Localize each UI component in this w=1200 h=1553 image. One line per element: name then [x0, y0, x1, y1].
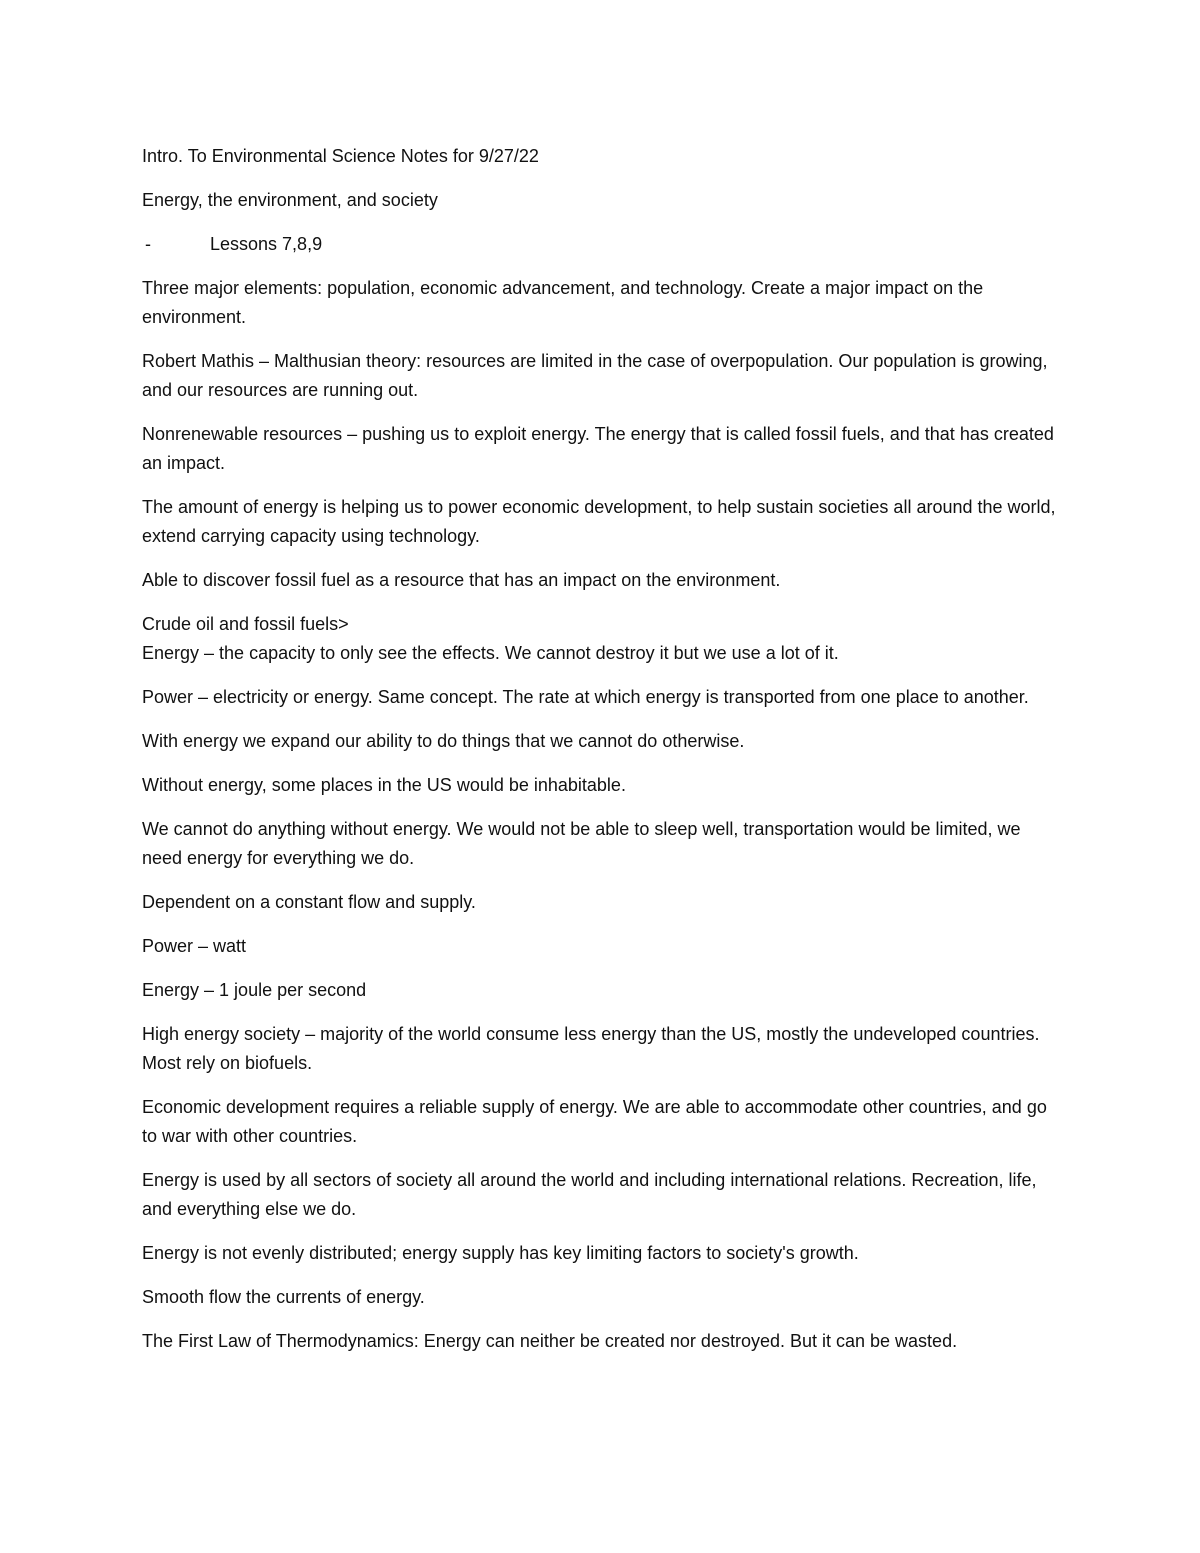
- paragraph: Power – watt: [142, 936, 247, 956]
- bullet-text: Lessons 7,8,9: [210, 234, 323, 254]
- document-body: [142, 142, 1062, 1371]
- paragraph: Power – electricity or energy. Same concept. The rate at which energy is transported from one place to another.: [142, 687, 1029, 707]
- paragraph: Able to discover fossil fuel as a resource that has an impact on the environment.: [142, 570, 781, 590]
- paragraph: Crude oil and fossil fuels>: [142, 614, 349, 634]
- bullet-item: [142, 230, 1062, 259]
- document-title: Intro. To Environmental Science Notes for 9/27/22: [142, 146, 539, 166]
- paragraph: High energy society – majority of the world consume less energy than the US, mostly the undeveloped countries. Most rely on biofuels.: [142, 1024, 1040, 1073]
- paragraph: Nonrenewable resources – pushing us to exploit energy. The energy that is called fossil fuels, and that has created an impact.: [142, 424, 1054, 473]
- paragraph: Energy is used by all sectors of society all around the world and including international relations. Recreation, life, and everything else we do.: [142, 1170, 1037, 1219]
- paragraph: Economic development requires a reliable supply of energy. We are able to accommodate other countries, and go to war with other countries.: [142, 1097, 1047, 1146]
- bullet-marker: -: [145, 234, 151, 254]
- paragraph: The First Law of Thermodynamics: Energy can neither be created nor destroyed. But it can be wasted.: [142, 1331, 958, 1351]
- paragraph: Three major elements: population, economic advancement, and technology. Create a major impact on the environment.: [142, 278, 984, 327]
- paragraph: Smooth flow the currents of energy.: [142, 1287, 425, 1307]
- paragraph: With energy we expand our ability to do things that we cannot do otherwise.: [142, 731, 745, 751]
- paragraph: Without energy, some places in the US would be inhabitable.: [142, 775, 626, 795]
- paragraph: Dependent on a constant flow and supply.: [142, 892, 476, 912]
- paragraph: Robert Mathis – Malthusian theory: resources are limited in the case of overpopulation. Our population is growing, and our resources are running out.: [142, 351, 1048, 400]
- paragraph: The amount of energy is helping us to power economic development, to help sustain societies all around the world, extend carrying capacity using technology.: [142, 497, 1056, 546]
- section-heading: Energy, the environment, and society: [142, 190, 438, 210]
- paragraph: Energy – 1 joule per second: [142, 980, 367, 1000]
- paragraph: Energy – the capacity to only see the effects. We cannot destroy it but we use a lot of it.: [142, 643, 839, 663]
- paragraph: We cannot do anything without energy. We would not be able to sleep well, transportation would be limited, we need energy for everything we do.: [142, 819, 1021, 868]
- paragraph: Energy is not evenly distributed; energy supply has key limiting factors to society's growth.: [142, 1243, 859, 1263]
